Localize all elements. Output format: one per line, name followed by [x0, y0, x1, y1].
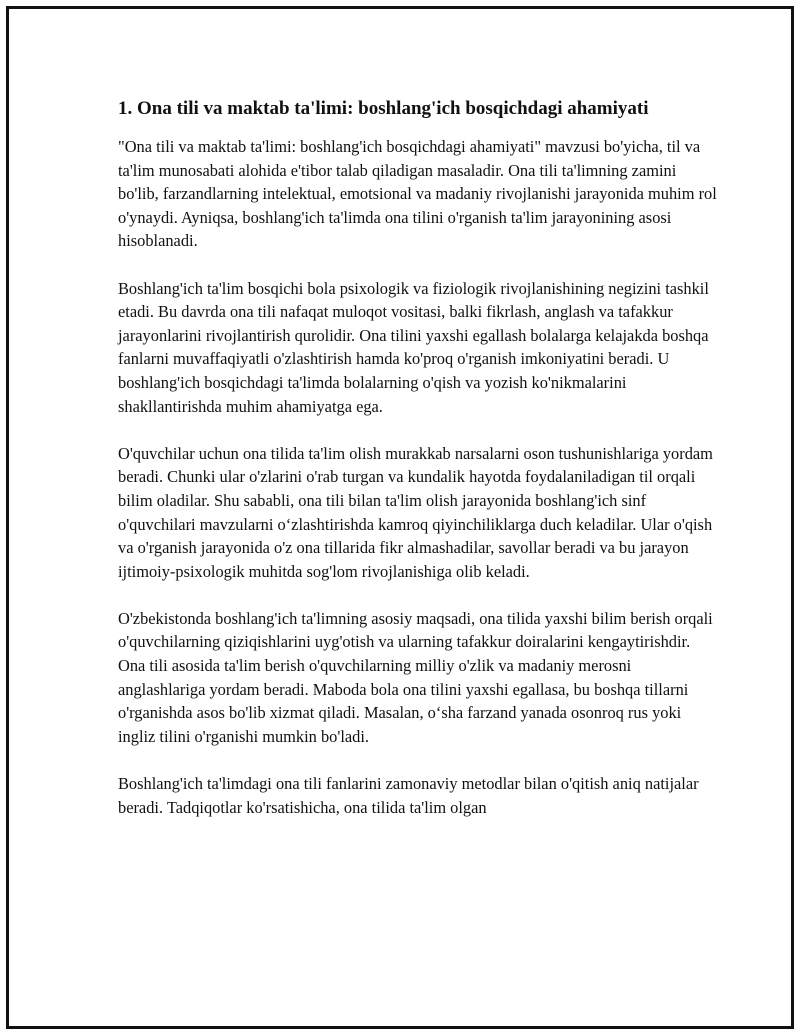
paragraph-3: O'quvchilar uchun ona tilida ta'lim olish murakkab narsalarni oson tushunishlariga yordam beradi. Chunki ular o'zlarini o'rab turgan va kundalik hayotda foydalaniladigan til orqali bilim oladilar. Shu sababli, ona tili bilan ta'lim olish jarayonida boshlang'ich sinf o'quvchilari mavzularni o‘zlashtirishda kamroq qiyinchiliklarga duch keladilar. Ular o'qish va o'rganish jarayonida o'z ona tillarida fikr almashadilar, savollar beradi va bu jarayon ijtimoiy-psixologik muhitda sog'lom rivojlanishiga olib keladi.	[118, 443, 713, 581]
paragraph-5: Boshlang'ich ta'limdagi ona tili fanlarini zamonaviy metodlar bilan o'qitish aniq natijalar beradi. Tadqiqotlar ko'rsatishicha, ona tilida ta'lim olgan	[118, 774, 699, 817]
paragraph-4: O'zbekistonda boshlang'ich ta'limning asosiy maqsadi, ona tilida yaxshi bilim berish orqali o'quvchilarning qiziqishlarini uyg'otish va ularning tafakkur doiralarini kengaytirishdir. Ona tili asosida ta'lim berish o'quvchilarning milliy o'zlik va madaniy merosni anglashlariga yordam beradi. Maboda bola ona tilini yaxshi egallasa, bu boshqa tillarni o'rganishda asos bo'lib xizmat qiladi. Masalan, o‘sha farzand yanada osonroq rus yoki ingliz tilini o'rganishi mumkin bo'ladi.	[118, 608, 713, 746]
paragraph-1: "Ona tili va maktab ta'limi: boshlang'ich bosqichdagi ahamiyati" mavzusi bo'yicha, til va ta'lim munosabati alohida e'tibor talab qiladigan masaladir. Ona tili ta'limning zamini bo'lib, farzandlarning intelektual, emotsional va madaniy rivojlanishi jarayonida muhim rol o'ynaydi. Ayniqsa, boshlang'ich ta'limda ona tilini o'rganish ta'lim jarayonining asosi hisoblanadi.	[118, 137, 717, 251]
section-heading: 1. Ona tili va maktab ta'limi: boshlang'ich bosqichdagi ahamiyati	[118, 98, 649, 119]
paragraph-2: Boshlang'ich ta'lim bosqichi bola psixologik va fiziologik rivojlanishining negizini tashkil etadi. Bu davrda ona tili nafaqat muloqot vositasi, balki fikrlash, anglash va tafakkur jarayonlarini rivojlantirish qurolidir. Ona tilini yaxshi egallash bolalarga kelajakda boshqa fanlarni muvaffaqiyatli o'zlashtirish hamda ko'proq o'rganish imkoniyatini beradi. U boshlang'ich bosqichdagi ta'limda bolalarning o'qish va yozish ko'nikmalarini shakllantirishda muhim ahamiyatga ega.	[118, 278, 709, 416]
document-content	[118, 96, 718, 819]
